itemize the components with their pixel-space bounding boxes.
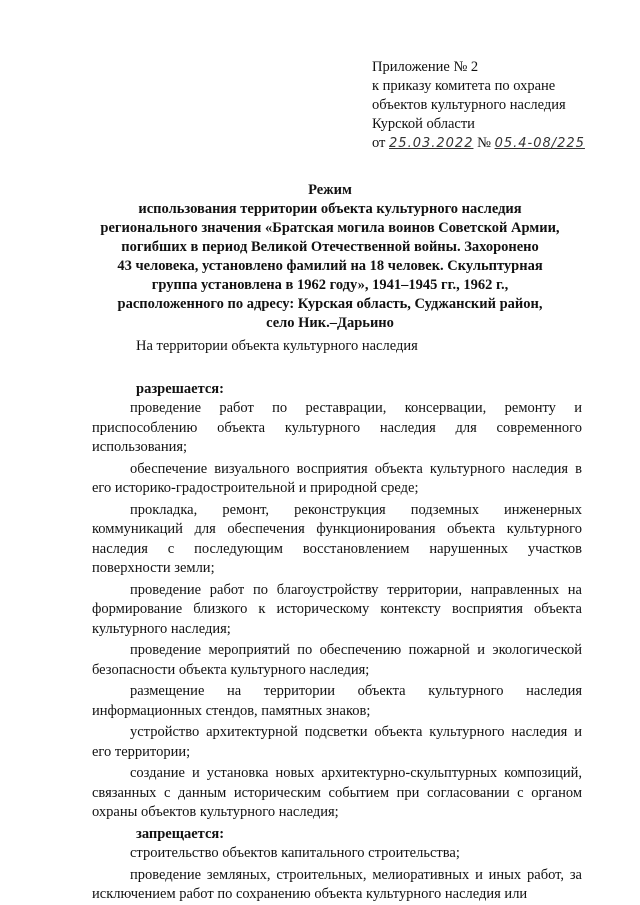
appendix-date-line xyxy=(372,134,622,153)
allowed-item: прокладка, ремонт, реконструкция подземных инженерных коммуникаций для обеспечения функционирования объекта культурного наследия с последующим восстановлением нарушенных участков поверхности земли; xyxy=(92,501,582,576)
intro-text: На территории объекта культурного наследия xyxy=(136,338,418,354)
appendix-header xyxy=(372,58,622,153)
document-title xyxy=(80,181,580,333)
title-line: регионального значения «Братская могила воинов Советской Армии, xyxy=(100,220,560,236)
prohibited-heading: запрещается: xyxy=(136,825,225,842)
title-line: использования территории объекта культурного наследия xyxy=(138,201,522,217)
prohibited-item: строительство объектов капитального строительства; xyxy=(130,845,460,861)
handwritten-order-number: 05.4-08/225 xyxy=(494,136,585,151)
allowed-item: размещение на территории объекта культурного наследия информационных стендов, памятных знаков; xyxy=(92,683,582,719)
allowed-item: проведение работ по благоустройству территории, направленных на формирование близкого к историческому контексту восприятия объекта культурного наследия; xyxy=(92,581,582,637)
title-line: расположенного по адресу: Курская область, Суджанский район, xyxy=(117,296,543,312)
number-prefix: № xyxy=(477,135,491,151)
title-line: 43 человека, установлено фамилий на 18 человек. Скульптурная xyxy=(117,258,543,274)
allowed-item: устройство архитектурной подсветки объекта культурного наследия и его территории; xyxy=(92,724,582,760)
handwritten-date: 25.03.2022 xyxy=(389,136,474,151)
appendix-line: к приказу комитета по охране xyxy=(372,78,556,94)
allowed-item: создание и установка новых архитектурно-скульптурных композиций, связанных с данным историческим событием при согласовании с органом охраны объектов культурного наследия; xyxy=(92,765,582,820)
allowed-heading: разрешается: xyxy=(136,380,224,397)
document-body xyxy=(92,337,582,905)
title-line: группа установлена в 1962 году», 1941–1945 гг., 1962 г., xyxy=(151,277,509,293)
appendix-line: Курской области xyxy=(372,116,475,132)
allowed-item: проведение работ по реставрации, консервации, ремонту и приспособлению объекта культурного наследия для современного использования; xyxy=(92,400,582,455)
allowed-item: проведение мероприятий по обеспечению пожарной и экологической безопасности объекта культурного наследия; xyxy=(92,642,582,678)
title-line: Режим xyxy=(308,182,352,198)
title-line: погибших в период Великой Отечественной войны. Захоронено xyxy=(121,239,539,255)
allowed-item: обеспечение визуального восприятия объекта культурного наследия в его историко-градостроительной и природной среде; xyxy=(92,460,582,496)
appendix-line: Приложение № 2 xyxy=(372,59,479,75)
title-line: село Ник.–Дарьино xyxy=(266,315,394,331)
prohibited-item: проведение земляных, строительных, мелиоративных и иных работ, за исключением работ по сохранению объекта культурного наследия или xyxy=(92,866,582,902)
date-prefix: от xyxy=(372,135,386,151)
appendix-line: объектов культурного наследия xyxy=(372,97,566,113)
